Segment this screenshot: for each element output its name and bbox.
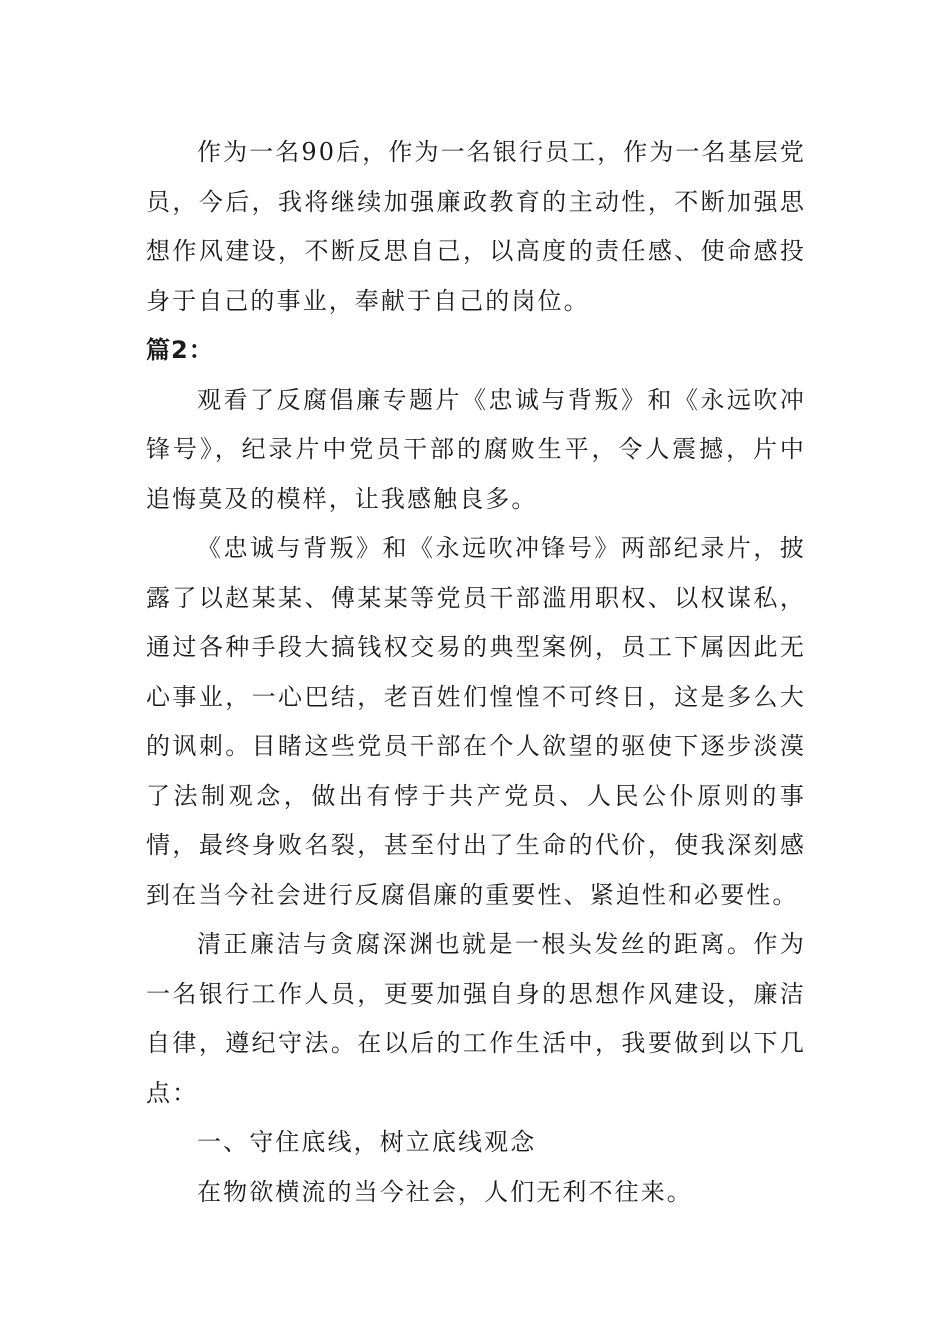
paragraph-point-one: 一、守住底线，树立底线观念 [197,1128,537,1156]
document-body [146,128,806,1217]
paragraph-intro: 观看了反腐倡廉专题片《忠诚与背叛》和《永远吹冲锋号》，纪录片中党员干部的腐败生平，令人震撼，片中追悔莫及的模样，让我感触良多。 [146,385,806,513]
section-heading: 篇2： [146,336,214,364]
paragraph-society: 在物欲横流的当今社会，人们无利不往来。 [197,1177,693,1206]
paragraph-documentary: 《忠诚与背叛》和《永远吹冲锋号》两部纪录片，披露了以赵某某、傅某某等党员干部滥用职权、以权谋私，通过各种手段大搞钱权交易的典型案例，员工下属因此无心事业，一心巴结，老百姓们惶惶不可终日，这是多么大的讽刺。目睹这些党员干部在个人欲望的驱使下逐步淡漠了法制观念，做出有悖于共产党员、人民公仆原则的事情，最终身败名裂，甚至付出了生命的代价，使我深刻感到在当今社会进行反腐倡廉的重要性、紧迫性和必要性。 [146,534,806,909]
paragraph-conclusion: 作为一名90后，作为一名银行员工，作为一名基层党员，今后，我将继续加强廉政教育的主动性，不断加强思想作风建设，不断反思自己，以高度的责任感、使命感投身于自己的事业，奉献于自己的岗位。 [146,138,806,315]
paragraph-integrity: 清正廉洁与贪腐深渊也就是一根头发丝的距离。作为一名银行工作人员，更要加强自身的思想作风建设，廉洁自律，遵纪守法。在以后的工作生活中，我要做到以下几点： [146,930,806,1107]
